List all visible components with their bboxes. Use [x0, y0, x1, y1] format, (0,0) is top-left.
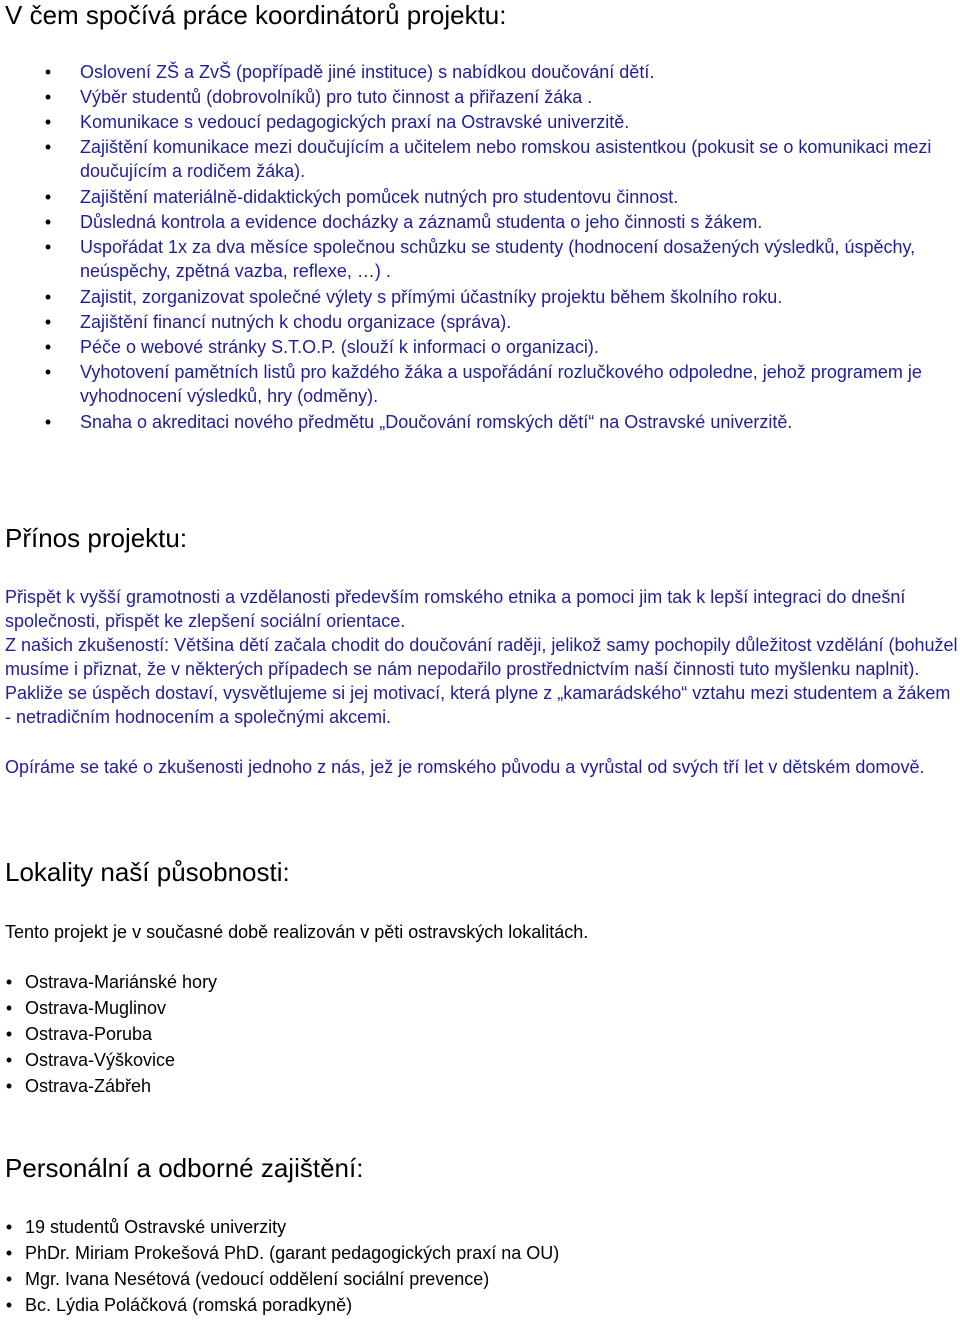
heading-localities: Lokality naší působnosti: [5, 857, 290, 887]
bullet-icon: • [44, 362, 52, 382]
list-item [0, 1215, 559, 1239]
list-item-text: Oslovení ZŠ a ZvŠ (popřípadě jiné instituce) s nabídkou doučování dětí. [80, 62, 655, 82]
bullet-icon: • [44, 337, 52, 357]
bullet-icon: • [44, 412, 52, 432]
bullet-icon: • [44, 287, 52, 307]
list-item [0, 310, 960, 334]
bullet-icon: • [44, 187, 52, 207]
list-item-text: Ostrava-Muglinov [25, 998, 167, 1018]
list-item [0, 60, 960, 84]
list-item [0, 970, 217, 994]
list-item [0, 110, 960, 134]
bullet-icon: • [5, 998, 13, 1018]
list-item [0, 210, 960, 234]
bullet-icon: • [5, 1269, 13, 1289]
list-item-text: Uspořádat 1x za dva měsíce společnou schůzku se studenty (hodnocení dosažených výsledků, úspěchy, neúspěchy, zpětná vazba, reflexe, …) . [80, 237, 916, 281]
list-item [0, 135, 960, 183]
benefit-paragraph-goal: Přispět k vyšší gramotnosti a vzdělanosti především romského etnika a pomoci jim tak k lepší integraci do dnešní společnosti, přispět ke zlepšení sociální orientace. [5, 587, 906, 631]
bullet-icon: • [5, 1217, 13, 1237]
list-item [0, 335, 960, 359]
list-item-text: Ostrava-Výškovice [25, 1050, 176, 1070]
bullet-icon: • [5, 1076, 13, 1096]
heading-staff: Personální a odborné zajištění: [5, 1153, 364, 1183]
list-item [0, 1048, 217, 1072]
list-item-text: Péče o webové stránky S.T.O.P. (slouží k informaci o organizaci). [80, 337, 599, 357]
list-item [0, 996, 217, 1020]
list-item-text: 19 studentů Ostravské univerzity [25, 1217, 287, 1237]
bullet-icon: • [44, 312, 52, 332]
bullet-icon: • [5, 1295, 13, 1315]
bullet-icon: • [5, 1024, 13, 1044]
list-item [0, 185, 960, 209]
list-item-text: Důsledná kontrola a evidence docházky a záznamů studenta o jeho činnosti s žákem. [80, 212, 763, 232]
localities-intro: Tento projekt je v současné době realizován v pěti ostravských lokalitách. [5, 922, 589, 942]
list-item [0, 1074, 217, 1098]
bullet-icon: • [44, 87, 52, 107]
list-item [0, 1022, 217, 1046]
bullet-icon: • [44, 62, 52, 82]
list-item-text: Zajistit, zorganizovat společné výlety s přímými účastníky projektu během školního roku. [80, 287, 783, 307]
localities-list [0, 970, 217, 1100]
heading-coordinator-work: V čem spočívá práce koordinátorů projektu: [5, 0, 507, 30]
list-item [0, 1267, 559, 1291]
bullet-icon: • [5, 1050, 13, 1070]
list-item-text: Mgr. Ivana Nesétová (vedoucí oddělení sociální prevence) [25, 1269, 490, 1289]
list-item-text: Zajištění materiálně-didaktických pomůcek nutných pro studentovu činnost. [80, 187, 679, 207]
list-item [0, 285, 960, 309]
list-item [0, 235, 960, 283]
bullet-icon: • [44, 112, 52, 132]
benefit-paragraph-personal: Opíráme se také o zkušenosti jednoho z nás, jež je romského původu a vyrůstal od svých tří let v dětském domově. [5, 757, 925, 777]
staff-list [0, 1215, 559, 1319]
list-item [0, 360, 960, 408]
list-item-text: Ostrava-Mariánské hory [25, 972, 218, 992]
list-item-text: Snaha o akreditaci nového předmětu „Doučování romských dětí“ na Ostravské univerzitě. [80, 412, 793, 432]
list-item [0, 410, 960, 434]
list-item-text: Ostrava-Zábřeh [25, 1076, 152, 1096]
list-item-text: Výběr studentů (dobrovolníků) pro tuto činnost a přiřazení žáka . [80, 87, 593, 107]
benefit-paragraph-experience: Z našich zkušeností: Většina dětí začala chodit do doučování raději, jelikož samy pochopily důležitost vzdělání (bohužel musíme i přiznat, že v některých případech se nám nepodařilo prostřednictvím naší činnosti tuto myšlenku naplnit). Pakliže se úspěch dostaví, vysvětlujeme si jej motivací, která plyne z „kamarádského“ vztahu mezi studentem a žákem - netradičním hodnocením a společnými akcemi. [5, 635, 958, 727]
bullet-icon: • [5, 972, 13, 992]
bullet-icon: • [5, 1243, 13, 1263]
list-item-text: Zajištění komunikace mezi doučujícím a učitelem nebo romskou asistentkou (pokusit se o komunikaci mezi doučujícím a rodičem žáka). [80, 137, 932, 181]
bullet-icon: • [44, 137, 52, 157]
list-item-text: Komunikace s vedoucí pedagogických praxí na Ostravské univerzitě. [80, 112, 630, 132]
list-item-text: Bc. Lýdia Poláčková (romská poradkyně) [25, 1295, 353, 1315]
heading-project-benefit: Přínos projektu: [5, 523, 188, 553]
list-item-text: Zajištění financí nutných k chodu organizace (správa). [80, 312, 512, 332]
list-item-text: Ostrava-Poruba [25, 1024, 153, 1044]
list-item [0, 1293, 559, 1317]
list-item-text: PhDr. Miriam Prokešová PhD. (garant pedagogických praxí na OU) [25, 1243, 560, 1263]
list-item [0, 85, 960, 109]
coordinator-tasks-list [0, 60, 960, 435]
list-item [0, 1241, 559, 1265]
bullet-icon: • [44, 212, 52, 232]
list-item-text: Vyhotovení pamětních listů pro každého žáka a uspořádání rozlučkového odpoledne, jehož programem je vyhodnocení výsledků, hry (odměny). [80, 362, 922, 406]
bullet-icon: • [44, 237, 52, 257]
